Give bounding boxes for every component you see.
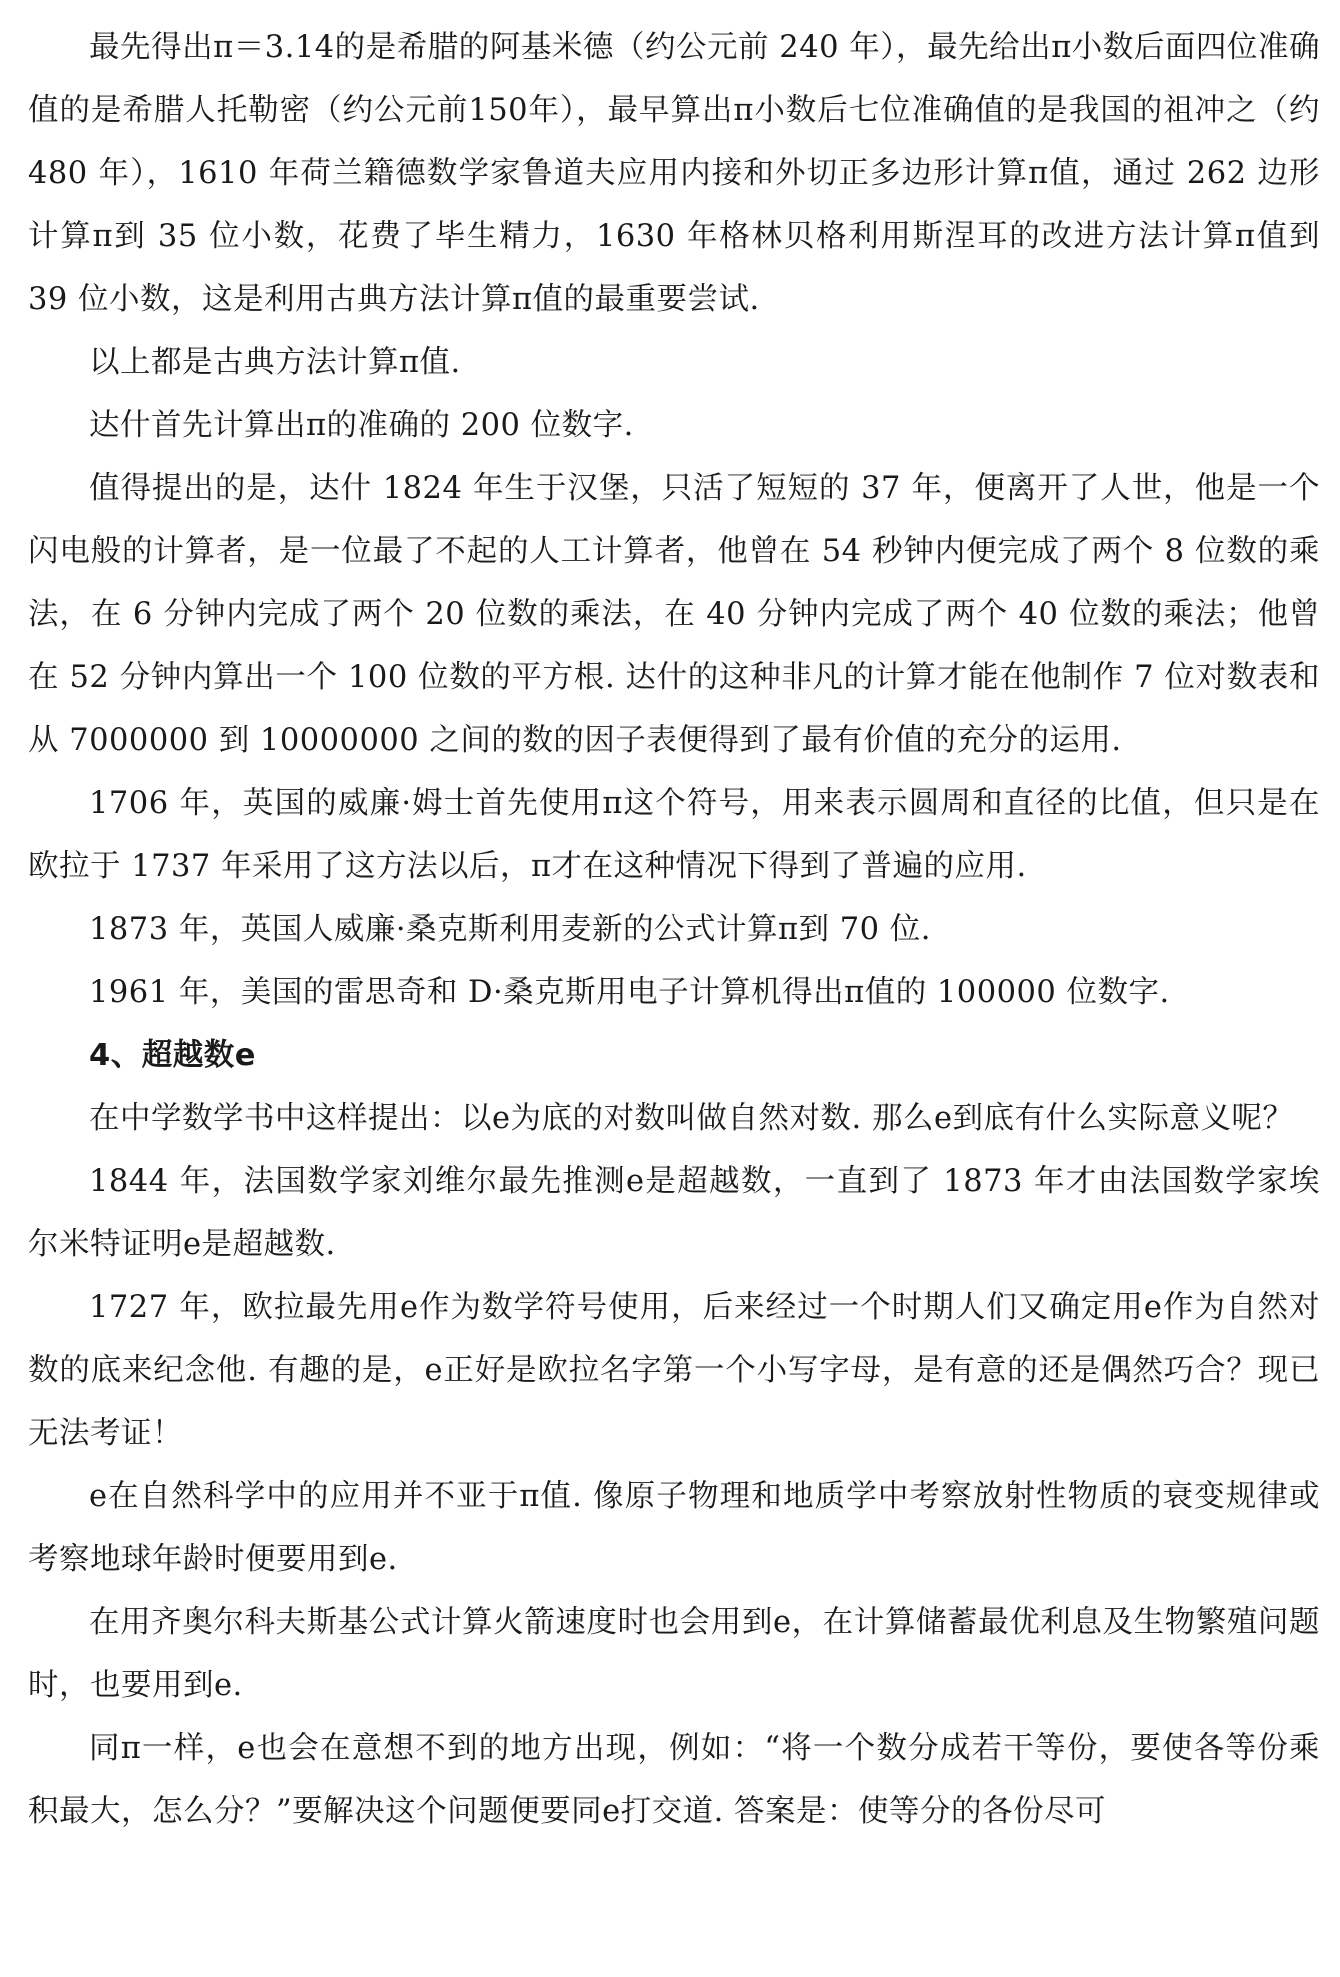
paragraph-computer-100000: 1961 年，美国的雷思奇和 D·桑克斯用电子计算机得出π值的 100000 位数字. xyxy=(89,975,1170,1010)
paragraph-liouville-hermite: 1844 年，法国数学家刘维尔最先推测e是超越数，一直到了 1873 年才由法国数学家埃尔米特证明e是超越数. xyxy=(28,1164,1320,1262)
paragraph-pi-history: 最先得出π＝3.14的是希腊的阿基米德（约公元前 240 年），最先给出π小数后面四位准确值的是希腊人托勒密（约公元前150年），最早算出π小数后七位准确值的是我国的祖冲之（约 480 年），1610 年荷兰籍德数学家鲁道夫应用内接和外切正多边形计算π值，通过 262 边形计算π到 35 位小数，花费了毕生精力，1630 年格林贝格利用斯涅耳的改进方法计算π值到 39 位小数，这是利用古典方法计算π值的最重要尝试. xyxy=(28,30,1320,317)
paragraph-classical-methods: 以上都是古典方法计算π值. xyxy=(89,345,461,380)
paragraph-e-applications: e在自然科学中的应用并不亚于π值. 像原子物理和地质学中考察放射性物质的衰变规律或考察地球年龄时便要用到e. xyxy=(28,1479,1320,1577)
paragraph-dase-biography: 值得提出的是，达什 1824 年生于汉堡，只活了短短的 37 年，便离开了人世，他是一个闪电般的计算者，是一位最了不起的人工计算者，他曾在 54 秒钟内便完成了两个 8 位数的乘法，在 6 分钟内完成了两个 20 位数的乘法，在 40 分钟内完成了两个 40 位数的乘法；他曾在 52 分钟内算出一个 100 位数的平方根. 达什的这种非凡的计算才能在他制作 7 位对数表和从 7000000 到 10000000 之间的数的因子表便得到了最有价值的充分的运用. xyxy=(28,471,1320,758)
paragraph-natural-log: 在中学数学书中这样提出：以e为底的对数叫做自然对数. 那么e到底有什么实际意义呢？ xyxy=(89,1101,1294,1136)
paragraph-equal-parts: 同π一样，e也会在意想不到的地方出现，例如：“将一个数分成若干等份，要使各等份乘积最大，怎么分？”要解决这个问题便要同e打交道. 答案是：使等分的各份尽可 xyxy=(28,1731,1320,1829)
paragraph-euler-symbol: 1727 年，欧拉最先用e作为数学符号使用，后来经过一个时期人们又确定用e作为自然对数的底来纪念他. 有趣的是，e正好是欧拉名字第一个小写字母，是有意的还是偶然巧合？现已无法考证！ xyxy=(28,1290,1320,1451)
paragraph-dase-200-digits: 达什首先计算出π的准确的 200 位数字. xyxy=(89,408,634,443)
paragraph-pi-symbol: 1706 年，英国的威廉·姆士首先使用π这个符号，用来表示圆周和直径的比值，但只是在欧拉于 1737 年采用了这方法以后，π才在这种情况下得到了普遍的应用. xyxy=(28,786,1320,884)
section-heading-transcendental-e: 4、超越数e xyxy=(89,1038,256,1073)
paragraph-shanks-70: 1873 年，英国人威廉·桑克斯利用麦新的公式计算π到 70 位. xyxy=(89,912,931,947)
paragraph-rocket-interest: 在用齐奥尔科夫斯基公式计算火箭速度时也会用到e，在计算储蓄最优利息及生物繁殖问题时，也要用到e. xyxy=(28,1605,1320,1703)
